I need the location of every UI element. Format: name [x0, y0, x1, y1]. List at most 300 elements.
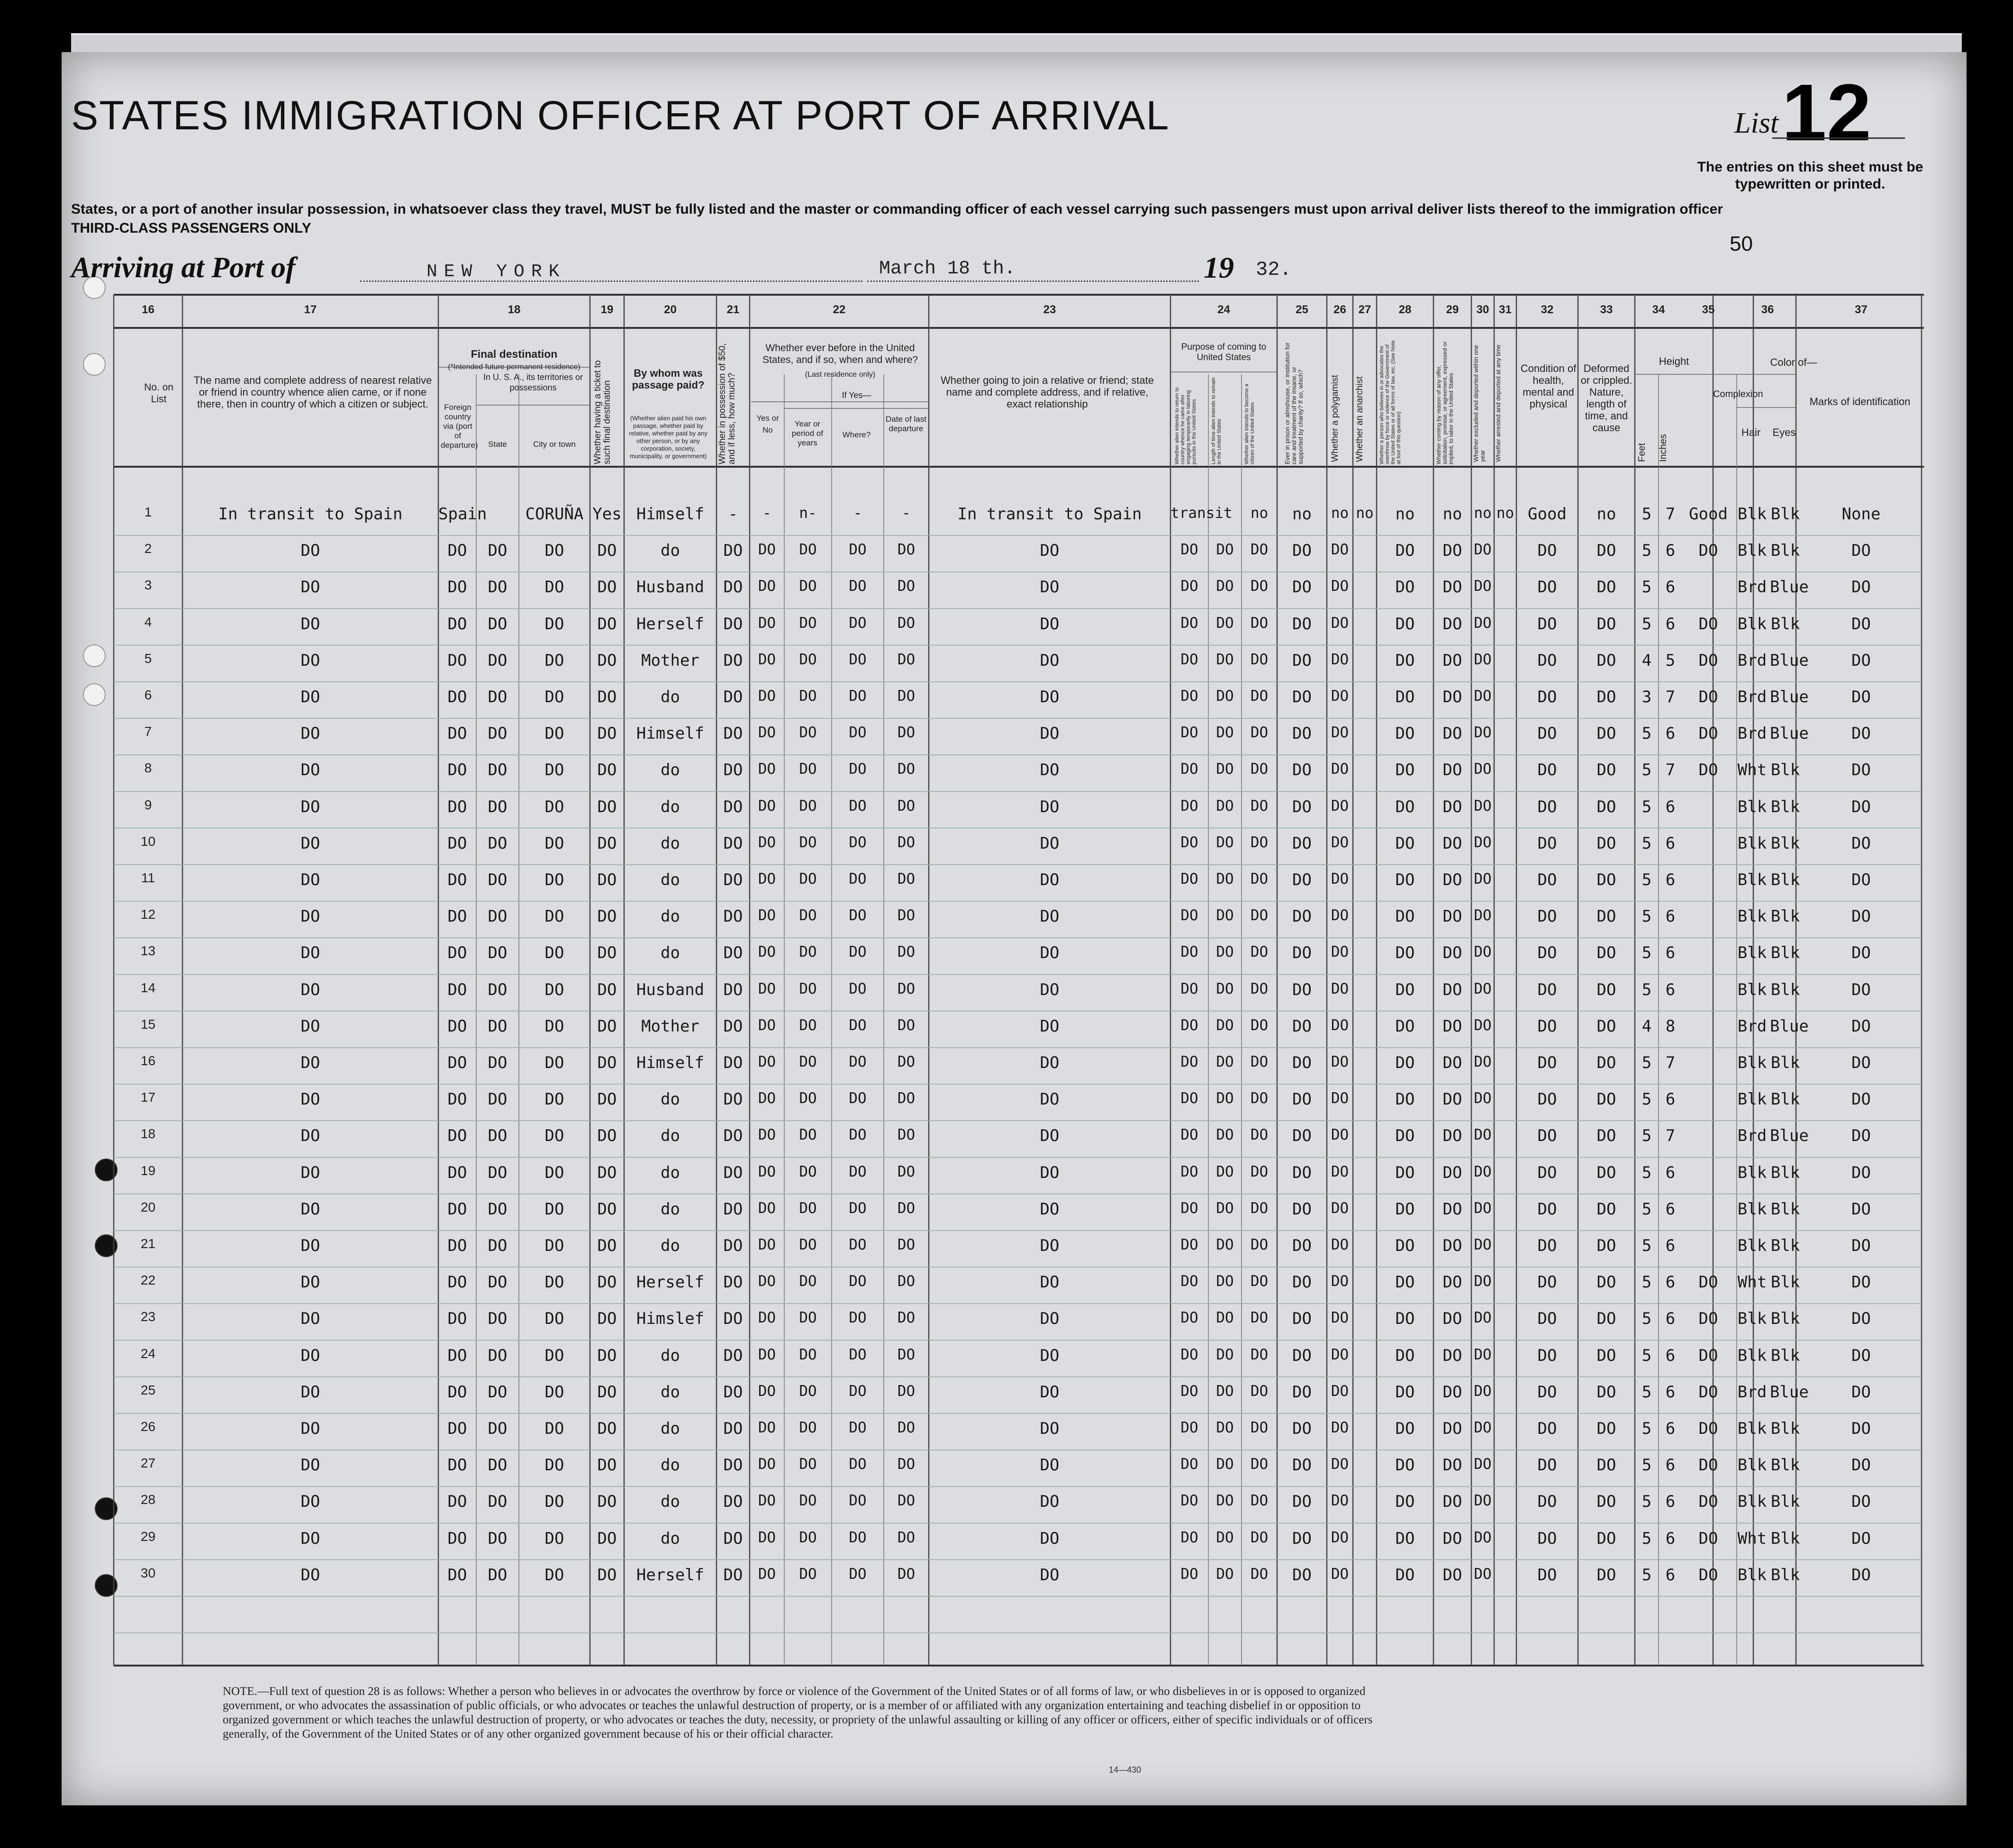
cell-c31: no	[1496, 505, 1514, 522]
cell-c17: DO	[300, 1236, 320, 1255]
cell-c18c: DO	[544, 1053, 564, 1072]
cell-hair: Blk	[1737, 833, 1767, 853]
cell-eyes: Blk	[1770, 980, 1800, 999]
cell-c23: DO	[1040, 1053, 1060, 1072]
column-number: 22	[833, 303, 846, 316]
year-suffix: 32.	[1256, 258, 1292, 281]
cell-c30: DO	[1474, 1053, 1492, 1070]
cell-c26: DO	[1331, 1529, 1349, 1546]
row-number: 20	[140, 1199, 156, 1214]
cell-c22d: DO	[897, 578, 916, 595]
cell-c32: DO	[1537, 1273, 1557, 1292]
cell-c24c: DO	[1250, 688, 1269, 705]
cell-c29: DO	[1442, 1309, 1462, 1329]
cell-c19: DO	[597, 980, 617, 999]
cell-c30: DO	[1474, 797, 1492, 815]
cell-c19: DO	[597, 688, 617, 707]
cell-c20: do	[661, 1529, 680, 1548]
cell-c25: DO	[1292, 1382, 1312, 1402]
cell-ft: 5	[1641, 1456, 1652, 1475]
cell-c22b: DO	[799, 870, 817, 888]
cell-eyes: Blk	[1770, 1053, 1800, 1072]
cell-c24a: DO	[1180, 1419, 1198, 1436]
cell-c25: DO	[1292, 1492, 1312, 1512]
cell-c26: no	[1331, 505, 1349, 522]
cell-c20: Himself	[636, 1053, 705, 1072]
cell-c35: DO	[1698, 651, 1718, 670]
cell-c18a: DO	[447, 1053, 467, 1072]
header-c30: Whether excluded and deported within one year	[1472, 344, 1486, 462]
header-c18-foreign: Foreign country via (port of departure)	[441, 403, 478, 450]
cell-c33: DO	[1596, 1529, 1616, 1548]
cell-c18b: DO	[488, 1126, 508, 1146]
cell-ft: 5	[1641, 1419, 1652, 1438]
cell-c24b: DO	[1216, 1382, 1234, 1400]
cell-c30: DO	[1474, 761, 1492, 778]
cell-c22b: DO	[799, 1090, 817, 1107]
cell-ft: 5	[1641, 1492, 1652, 1512]
cell-c33: DO	[1596, 1346, 1616, 1365]
cell-c22d: DO	[897, 1016, 916, 1034]
cell-c17: DO	[300, 1126, 320, 1146]
cell-c37: DO	[1851, 761, 1871, 780]
cell-c23: DO	[1040, 907, 1060, 926]
cell-c28: DO	[1395, 651, 1415, 670]
cell-c35: DO	[1698, 1565, 1718, 1585]
header-c18-state: State	[488, 440, 507, 449]
cell-c37: DO	[1851, 1273, 1871, 1292]
cell-c22a: DO	[758, 1309, 776, 1327]
cell-c24a: DO	[1180, 1565, 1198, 1583]
cell-c24b: DO	[1216, 688, 1234, 705]
cell-c22a: DO	[758, 1565, 776, 1583]
cell-c18c: DO	[544, 1492, 564, 1512]
entries-note: The entries on this sheet must be typewritten or printed.	[1697, 159, 1923, 192]
cell-c17: DO	[300, 541, 320, 561]
cell-c33: DO	[1596, 907, 1616, 926]
cell-c24c: DO	[1250, 907, 1269, 924]
cell-c22d: DO	[897, 614, 916, 632]
cell-c18c: DO	[544, 980, 564, 999]
cell-c22d: DO	[897, 1565, 916, 1583]
cell-c25: DO	[1292, 724, 1312, 743]
cell-c18c: DO	[544, 1419, 564, 1438]
cell-in: 7	[1665, 1126, 1676, 1146]
cell-c22d: DO	[897, 1163, 916, 1180]
cell-c30: DO	[1474, 1016, 1492, 1034]
header-c18-title: Final destination	[471, 348, 558, 360]
cell-c26: DO	[1331, 614, 1349, 632]
cell-ft: 5	[1641, 505, 1652, 524]
cell-c24a: DO	[1180, 1053, 1198, 1070]
cell-in: 6	[1665, 1419, 1676, 1438]
cell-c24a: DO	[1180, 797, 1198, 815]
cell-c23: DO	[1040, 943, 1060, 963]
cell-c28: DO	[1395, 1273, 1415, 1292]
cell-c28: DO	[1395, 1492, 1415, 1512]
cell-c23: DO	[1040, 1199, 1060, 1219]
cell-c17: DO	[300, 833, 320, 853]
cell-c17: DO	[300, 980, 320, 999]
cell-c24c: DO	[1250, 1199, 1269, 1217]
cell-c24b: DO	[1216, 541, 1234, 559]
cell-c29: DO	[1442, 1529, 1462, 1548]
cell-c24b: DO	[1216, 797, 1234, 815]
cell-c23: In transit to Spain	[957, 505, 1142, 524]
cell-c22a: DO	[758, 1126, 776, 1144]
cell-c30: DO	[1474, 980, 1492, 997]
header-c20-note: (Whether alien paid his own passage, whether paid by relative, whether paid by any other person, or by any corporation, society, municipality, or government)	[629, 415, 707, 460]
cell-c22b: DO	[799, 1346, 817, 1363]
header-c24-a: Whether alien intends to return to country whence he came after engaging temporarily in laboring pursuits in the United States	[1174, 387, 1197, 464]
cell-c32: DO	[1537, 1126, 1557, 1146]
cell-in: 8	[1665, 1016, 1676, 1036]
cell-c20: Herself	[636, 614, 705, 634]
cell-in: 6	[1665, 724, 1676, 743]
cell-hair: Brd	[1737, 688, 1767, 707]
cell-eyes: Blk	[1770, 870, 1800, 889]
cell-ft: 5	[1641, 1346, 1652, 1365]
cell-c18c: DO	[544, 541, 564, 561]
cell-c23: DO	[1040, 870, 1060, 889]
cell-c21: DO	[723, 1419, 743, 1438]
cell-c30: DO	[1474, 1090, 1492, 1107]
cell-c22d: DO	[897, 980, 916, 997]
cell-c24a: DO	[1180, 761, 1198, 778]
cell-c33: DO	[1596, 688, 1616, 707]
cell-c24b: DO	[1216, 1492, 1234, 1510]
cell-c22c: DO	[849, 541, 867, 559]
header-c22-title: Whether ever before in the United States, and if so, when and where?	[762, 343, 918, 365]
cell-c18b: DO	[488, 541, 508, 561]
cell-c22b: DO	[799, 1199, 817, 1217]
cell-in: 6	[1665, 1236, 1676, 1255]
cell-c26: DO	[1331, 1236, 1349, 1253]
cell-c23: DO	[1040, 833, 1060, 853]
cell-c23: DO	[1040, 688, 1060, 707]
cell-c21: DO	[723, 1492, 743, 1512]
cell-c22a: DO	[758, 1419, 776, 1436]
row-number: 7	[144, 724, 152, 739]
cell-eyes: Blk	[1770, 1529, 1800, 1548]
cell-c21: DO	[723, 943, 743, 963]
cell-c25: DO	[1292, 833, 1312, 853]
cell-c35: DO	[1698, 688, 1718, 707]
cell-c33: DO	[1596, 1199, 1616, 1219]
cell-c33: DO	[1596, 1163, 1616, 1182]
cell-c22a: DO	[758, 1090, 776, 1107]
cell-c17: DO	[300, 1382, 320, 1402]
cell-c24b: DO	[1216, 614, 1234, 632]
cell-c23: DO	[1040, 1565, 1060, 1585]
cell-c23: DO	[1040, 1529, 1060, 1548]
cell-c17: DO	[300, 1090, 320, 1109]
cell-c30: no	[1474, 505, 1492, 522]
cell-c32: DO	[1537, 797, 1557, 816]
cell-c24b: DO	[1216, 578, 1234, 595]
cell-c37: DO	[1851, 578, 1871, 597]
cell-c18b: DO	[488, 1529, 508, 1548]
header-c27: Whether an anarchist	[1355, 376, 1365, 462]
cell-c22d: DO	[897, 1309, 916, 1327]
cell-in: 6	[1665, 1163, 1676, 1182]
header-c22-date: Date of last departure	[886, 415, 926, 433]
cell-hair: Brd	[1737, 724, 1767, 743]
cell-c28: DO	[1395, 980, 1415, 999]
cell-ft: 5	[1641, 578, 1652, 597]
cell-c25: DO	[1292, 1236, 1312, 1255]
cell-c18b: DO	[488, 980, 508, 999]
cell-c28: DO	[1395, 1090, 1415, 1109]
cell-c23: DO	[1040, 724, 1060, 743]
cell-c33: DO	[1596, 833, 1616, 853]
cell-c29: DO	[1442, 1053, 1462, 1072]
cell-c23: DO	[1040, 1419, 1060, 1438]
cell-c20: do	[661, 1236, 680, 1255]
cell-c22b: DO	[799, 651, 817, 668]
cell-c26: DO	[1331, 1053, 1349, 1070]
cell-c28: DO	[1395, 1163, 1415, 1182]
cell-c21: DO	[723, 1565, 743, 1585]
cell-c22c: DO	[849, 1492, 867, 1510]
cell-in: 6	[1665, 1456, 1676, 1475]
cell-c30: DO	[1474, 1273, 1492, 1290]
cell-c26: DO	[1331, 1163, 1349, 1180]
cell-c24a: DO	[1180, 980, 1198, 997]
cell-c22b: DO	[799, 1565, 817, 1583]
cell-c28: DO	[1395, 1016, 1415, 1036]
cell-c18c: DO	[544, 833, 564, 853]
cell-c18b: DO	[488, 1053, 508, 1072]
row-number: 10	[140, 833, 156, 849]
cell-c33: DO	[1596, 1126, 1616, 1146]
cell-c32: DO	[1537, 1346, 1557, 1365]
cell-c18b: DO	[488, 1273, 508, 1292]
cell-c24b: DO	[1216, 1419, 1234, 1436]
cell-c20: do	[661, 797, 680, 816]
cell-c28: DO	[1395, 1236, 1415, 1255]
cell-c18c: DO	[544, 1529, 564, 1548]
cell-c21: DO	[723, 980, 743, 999]
cell-c28: DO	[1395, 614, 1415, 634]
cell-c28: DO	[1395, 1382, 1415, 1402]
date-value: March 18 th.	[879, 258, 1016, 280]
cell-c24a: DO	[1180, 651, 1198, 668]
cell-c26: DO	[1331, 943, 1349, 961]
row-number: 27	[140, 1456, 156, 1471]
cell-c35: DO	[1698, 724, 1718, 743]
cell-c22d: DO	[897, 761, 916, 778]
cell-hair: Blk	[1737, 980, 1767, 999]
cell-c20: do	[661, 1346, 680, 1365]
cell-ft: 5	[1641, 943, 1652, 963]
cell-c22b: DO	[799, 907, 817, 924]
cell-c19: DO	[597, 1163, 617, 1182]
cell-c33: DO	[1596, 1565, 1616, 1585]
cell-in: 6	[1665, 1346, 1676, 1365]
cell-c37: DO	[1851, 1199, 1871, 1219]
cell-c22a: DO	[758, 1492, 776, 1510]
cell-c19: DO	[597, 797, 617, 816]
cell-c24a: transit	[1170, 505, 1233, 522]
cell-c37: DO	[1851, 1309, 1871, 1329]
cell-c33: DO	[1596, 1456, 1616, 1475]
cell-eyes: Blk	[1770, 1565, 1800, 1585]
cell-hair: Blk	[1737, 614, 1767, 634]
cell-c22d: -	[902, 505, 911, 522]
cell-c19: DO	[597, 833, 617, 853]
cell-c29: DO	[1442, 1346, 1462, 1365]
cell-c29: DO	[1442, 1163, 1462, 1182]
cell-c22c: DO	[849, 907, 867, 924]
cell-c22c: DO	[849, 797, 867, 815]
cell-ft: 5	[1641, 833, 1652, 853]
cell-c32: DO	[1537, 907, 1557, 926]
cell-c22d: DO	[897, 907, 916, 924]
column-number: 37	[1855, 303, 1868, 316]
cell-c24b: DO	[1216, 870, 1234, 888]
cell-c18c: DO	[544, 1016, 564, 1036]
cell-c25: DO	[1292, 1199, 1312, 1219]
cell-ft: 5	[1641, 1529, 1652, 1548]
row-number: 18	[140, 1126, 156, 1141]
cell-c25: DO	[1292, 651, 1312, 670]
cell-c24a: DO	[1180, 1456, 1198, 1473]
cell-c20: Mother	[641, 1016, 699, 1036]
cell-c33: DO	[1596, 1382, 1616, 1402]
cell-c24c: no	[1250, 505, 1269, 522]
cell-c21: DO	[723, 1529, 743, 1548]
year-prefix: 19	[1204, 251, 1234, 284]
cell-c20: Husband	[636, 980, 705, 999]
header-c23: Whether going to join a relative or friend; state name and complete address, and if relative, exact relationship	[940, 374, 1154, 410]
cell-c24a: DO	[1180, 1346, 1198, 1363]
cell-c26: DO	[1331, 907, 1349, 924]
cell-c18a: DO	[447, 1565, 467, 1585]
cell-c19: DO	[597, 541, 617, 561]
cell-c18c: DO	[544, 688, 564, 707]
cell-c25: DO	[1292, 1090, 1312, 1109]
cell-c29: no	[1442, 505, 1462, 524]
cell-c33: DO	[1596, 1236, 1616, 1255]
cell-c22b: DO	[799, 797, 817, 815]
cell-c29: DO	[1442, 761, 1462, 780]
cell-c29: DO	[1442, 870, 1462, 889]
cell-c20: do	[661, 833, 680, 853]
cell-c26: DO	[1331, 1309, 1349, 1327]
cell-in: 6	[1665, 1309, 1676, 1329]
cell-ft: 5	[1641, 1126, 1652, 1146]
cell-hair: Brd	[1737, 1382, 1767, 1402]
cell-c25: no	[1292, 505, 1312, 524]
cell-c20: do	[661, 1199, 680, 1219]
cell-c20: do	[661, 1090, 680, 1109]
cell-c22d: DO	[897, 541, 916, 559]
cell-c30: DO	[1474, 688, 1492, 705]
cell-c22d: DO	[897, 724, 916, 742]
cell-c18a: Spain	[438, 505, 487, 524]
cell-c18a: DO	[447, 833, 467, 853]
cell-c25: DO	[1292, 761, 1312, 780]
cell-c29: DO	[1442, 797, 1462, 816]
cell-c26: DO	[1331, 833, 1349, 851]
header-c22-ifyes: If Yes—	[842, 390, 871, 400]
cell-c22c: DO	[849, 1199, 867, 1217]
cell-c24a: DO	[1180, 1309, 1198, 1327]
cell-c17: DO	[300, 1309, 320, 1329]
cell-c18b: DO	[488, 761, 508, 780]
cell-c37: DO	[1851, 980, 1871, 999]
cell-ft: 3	[1641, 688, 1652, 707]
cell-c26: DO	[1331, 688, 1349, 705]
cell-c22b: DO	[799, 541, 817, 559]
cell-c24c: DO	[1250, 1529, 1269, 1546]
cell-c19: DO	[597, 1309, 617, 1329]
cell-c18a: DO	[447, 797, 467, 816]
cell-c17: DO	[300, 724, 320, 743]
cell-c28: DO	[1395, 833, 1415, 853]
cell-c24b: DO	[1216, 1529, 1234, 1546]
cell-c19: DO	[597, 1492, 617, 1512]
cell-in: 6	[1665, 833, 1676, 853]
cell-c30: DO	[1474, 1126, 1492, 1144]
cell-c22c: DO	[849, 1273, 867, 1290]
row-number: 24	[140, 1346, 156, 1361]
cell-c18c: DO	[544, 651, 564, 670]
cell-c18c: DO	[544, 1126, 564, 1146]
cell-c24c: DO	[1250, 1456, 1269, 1473]
cell-in: 6	[1665, 1090, 1676, 1109]
cell-c37: DO	[1851, 1126, 1871, 1146]
cell-ft: 5	[1641, 1090, 1652, 1109]
cell-c24c: DO	[1250, 1565, 1269, 1583]
cell-c32: DO	[1537, 1529, 1557, 1548]
cell-c30: DO	[1474, 1236, 1492, 1253]
cell-c18c: DO	[544, 724, 564, 743]
cell-c33: DO	[1596, 1090, 1616, 1109]
cell-c22b: DO	[799, 761, 817, 778]
cell-eyes: Blk	[1770, 614, 1800, 634]
cell-eyes: Blue	[1770, 688, 1809, 707]
subtitle: States, or a port of another insular possession, in whatsoever class they travel, MUST be fully listed and the master or commanding officer of each vessel carrying such passengers must upon arrival deliver lists thereof to the immigration officer	[71, 201, 1723, 217]
cell-c17: DO	[300, 688, 320, 707]
cell-c19: DO	[597, 907, 617, 926]
cell-c29: DO	[1442, 1126, 1462, 1146]
cell-hair: Wht	[1737, 1529, 1767, 1548]
cell-c35: DO	[1698, 1273, 1718, 1292]
cell-c19: DO	[597, 1565, 617, 1585]
cell-c20: do	[661, 1419, 680, 1438]
cell-c20: do	[661, 1456, 680, 1475]
cell-c30: DO	[1474, 833, 1492, 851]
cell-ft: 5	[1641, 1199, 1652, 1219]
cell-c17: DO	[300, 870, 320, 889]
cell-c18a: DO	[447, 1273, 467, 1292]
cell-ft: 5	[1641, 1273, 1652, 1292]
cell-c18b: DO	[488, 1016, 508, 1036]
cell-c24b: DO	[1216, 1309, 1234, 1327]
cell-c32: DO	[1537, 1492, 1557, 1512]
cell-hair: Blk	[1737, 541, 1767, 561]
cell-c22c: DO	[849, 1419, 867, 1436]
cell-c24c: DO	[1250, 1309, 1269, 1327]
cell-c29: DO	[1442, 1090, 1462, 1109]
column-number: 27	[1358, 303, 1371, 316]
cell-c37: DO	[1851, 797, 1871, 816]
row-number: 9	[144, 797, 152, 812]
header-c24-b: Length of time alien intends to remain in the United States	[1211, 377, 1222, 464]
cell-c18c: DO	[544, 1346, 564, 1365]
